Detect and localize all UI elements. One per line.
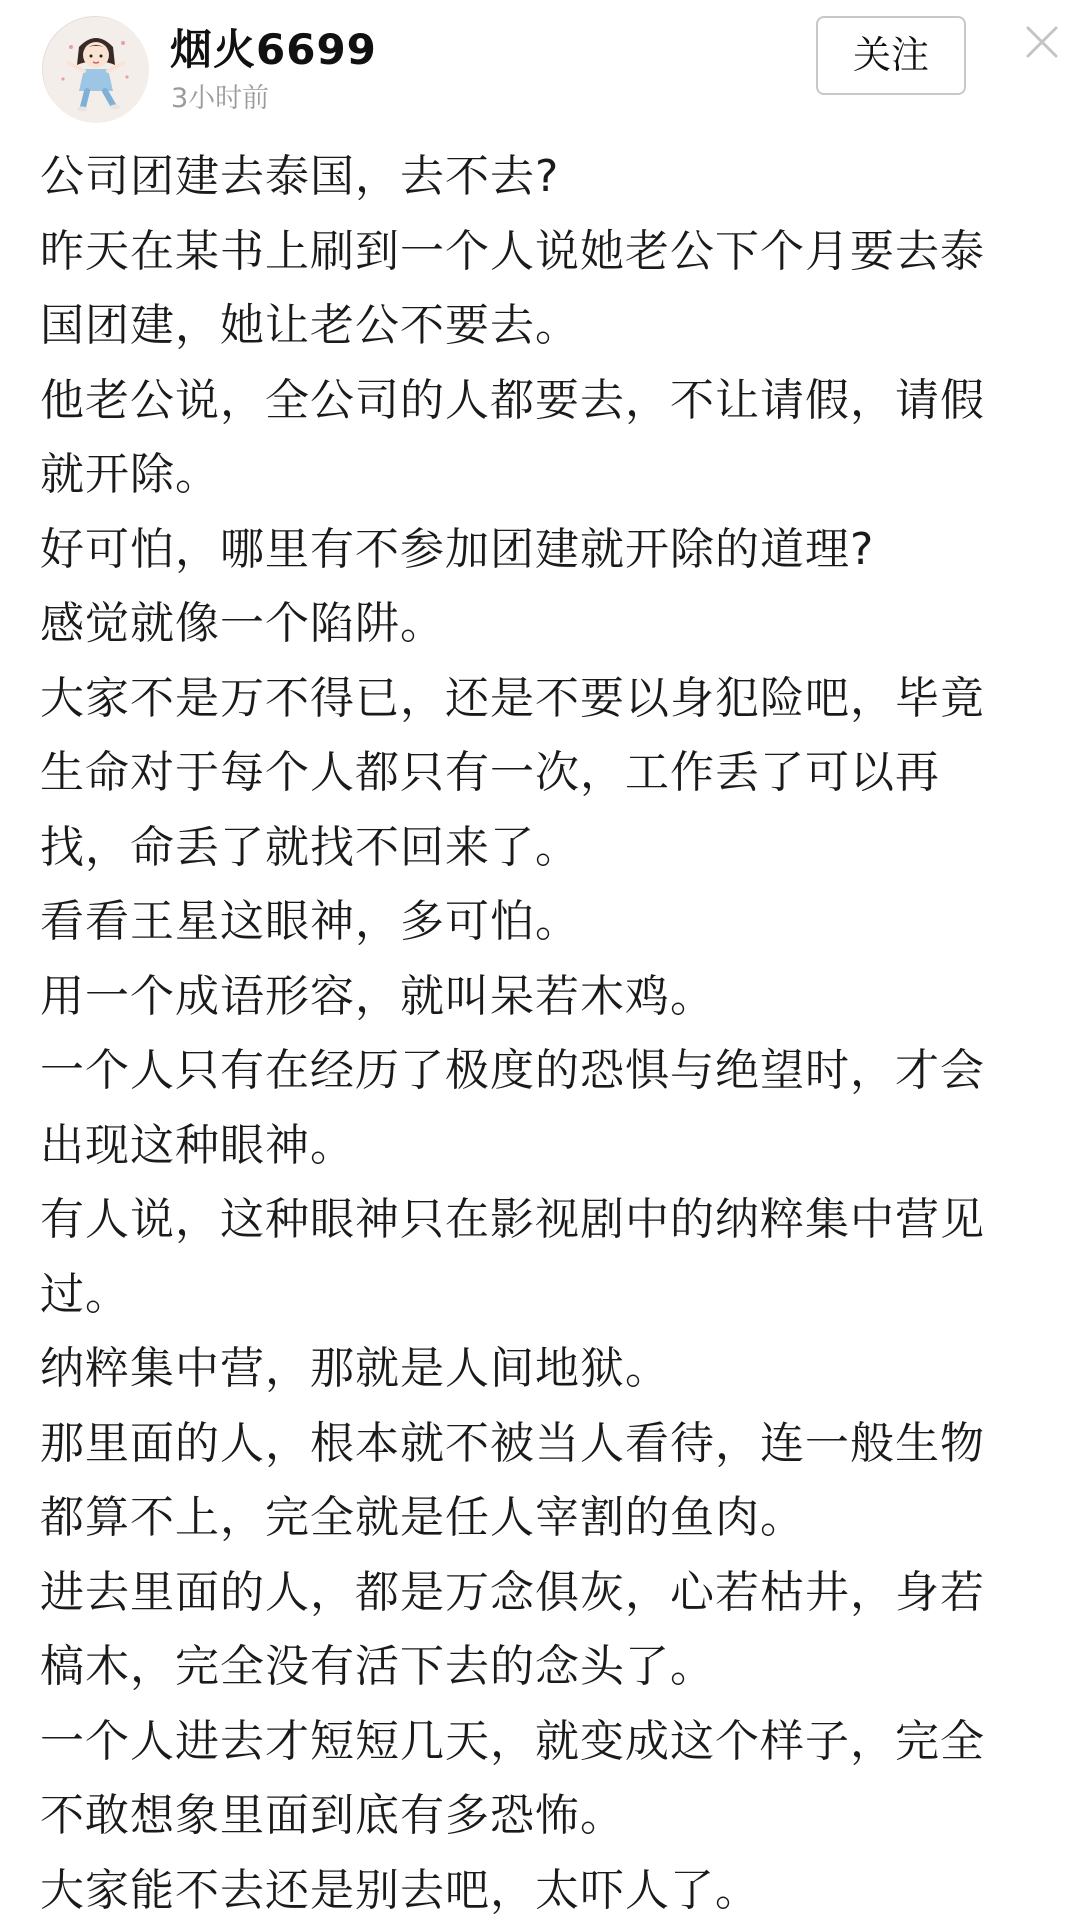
post-text-line: 有人说，这种眼神只在影视剧中的纳粹集中营见 <box>40 1183 1040 1258</box>
post-text-line: 那里面的人，根本就不被当人看待，连一般生物 <box>40 1407 1040 1482</box>
post-text-line: 大家不是万不得已，还是不要以身犯险吧，毕竟 <box>40 662 1040 737</box>
post-text-line: 用一个成语形容，就叫呆若木鸡。 <box>40 960 1040 1035</box>
post-text-line: 公司团建去泰国，去不去? <box>40 140 1040 215</box>
post-text-line: 一个人进去才短短几天，就变成这个样子，完全 <box>40 1705 1040 1780</box>
post-text-line: 他老公说，全公司的人都要去，不让请假，请假 <box>40 364 1040 439</box>
post-header <box>0 0 1080 130</box>
post-text-line: 感觉就像一个陷阱。 <box>40 587 1040 662</box>
post-text-line: 不敢想象里面到底有多恐怖。 <box>40 1779 1040 1854</box>
post-text-line: 出现这种眼神。 <box>40 1109 1040 1184</box>
post-text-line: 看看王星这眼神，多可怕。 <box>40 885 1040 960</box>
post-text-line: 找，命丢了就找不回来了。 <box>40 811 1040 886</box>
girl-avatar-icon <box>43 17 149 123</box>
post-text-line: 就开除。 <box>40 438 1040 513</box>
post-text-line: 纳粹集中营，那就是人间地狱。 <box>40 1332 1040 1407</box>
post-text-line: 进去里面的人，都是万念俱灰，心若枯井，身若 <box>40 1556 1040 1631</box>
author-name[interactable]: 烟火6699 <box>170 22 377 78</box>
post-text-line: 国团建，她让老公不要去。 <box>40 289 1040 364</box>
post-text-line: 生命对于每个人都只有一次，工作丢了可以再 <box>40 736 1040 811</box>
post-text-line: 都算不上，完全就是任人宰割的鱼肉。 <box>40 1481 1040 1556</box>
post-text-line: 槁木，完全没有活下去的念头了。 <box>40 1630 1040 1705</box>
post-text-line: 过。 <box>40 1258 1040 1333</box>
follow-button[interactable]: 关注 <box>816 16 966 95</box>
post-time: 3小时前 <box>171 82 269 116</box>
post-text-line: 昨天在某书上刷到一个人说她老公下个月要去泰 <box>40 215 1040 290</box>
post-text-line: 好可怕，哪里有不参加团建就开除的道理? <box>40 513 1040 588</box>
post-text-line: 大家能不去还是别去吧，太吓人了。 <box>40 1854 1040 1928</box>
post-body <box>40 140 1040 1928</box>
author-avatar[interactable] <box>42 16 148 122</box>
post-text-line: 一个人只有在经历了极度的恐惧与绝望时，才会 <box>40 1034 1040 1109</box>
close-icon[interactable] <box>1022 22 1062 62</box>
